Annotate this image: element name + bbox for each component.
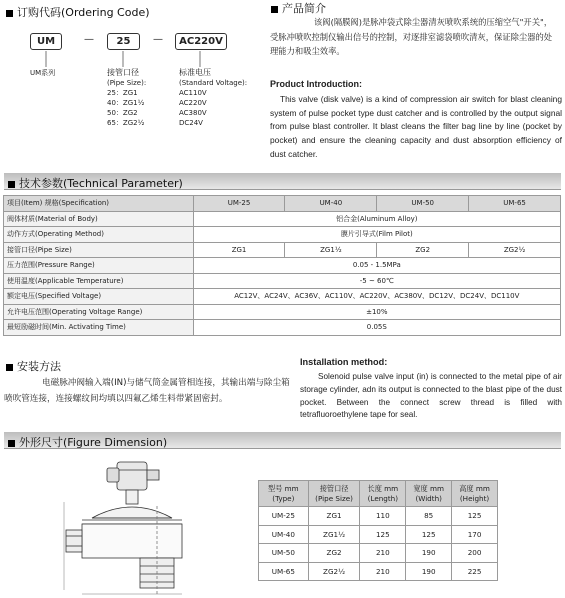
install-title: 安装方法 <box>6 358 61 374</box>
table-row: UM-25 ZG1 110 85 125 <box>259 507 498 526</box>
section-marker-icon <box>271 6 278 13</box>
code-dash: — <box>84 34 94 45</box>
table-row: 使用温度(Applicable Temperature) -5 ~ 60℃ <box>4 273 561 289</box>
valve-drawing <box>62 456 212 596</box>
ordering-title: 订购代码(Ordering Code) <box>6 4 150 20</box>
intro-cn-text: 该阀(隔膜阀)是脉冲袋式除尘器清灰喷吹系统的压缩空气"开关"，受脉冲喷吹控制仪输出信号的控制，对逐排室滤袋喷吹清灰，保证除尘器的处理能力和吸尘效率。 <box>270 17 553 56</box>
table-header-row: 项目(Item) 规格(Specification) UM-25 UM-40 UM-50 UM-65 <box>4 196 561 212</box>
tech-parameter-table <box>3 195 561 336</box>
intro-title: 产品简介 <box>271 0 326 16</box>
code-box-voltage: AC220V <box>175 33 227 50</box>
table-row: 阀体材质(Material of Body) 铝合金(Aluminum Alloy) <box>4 211 561 227</box>
code-box-series: UM <box>30 33 62 50</box>
table-row: 接管口径(Pipe Size) ZG1 ZG1½ ZG2 ZG2½ <box>4 242 561 258</box>
table-row: UM-40 ZG1½ 125 125 170 <box>259 525 498 544</box>
table-row: 最短励磁时间(Min. Activating Time) 0.05S <box>4 320 561 336</box>
table-row: 允许电压范围(Operating Voltage Range) ±10% <box>4 304 561 320</box>
section-marker-icon <box>8 181 15 188</box>
series-label: UM系列 <box>30 69 56 77</box>
tech-title-bar: 技术参数(Technical Parameter) <box>4 173 561 190</box>
code-box-pipe: 25 <box>107 33 140 50</box>
install-cn-text: 电磁脉冲阀输入端(IN)与储气筒金属管相连接，其输出端与除尘箱喷吹管连接，连接螺纹间均填以四氟乙烯生料带紧固密封。 <box>4 378 290 404</box>
voltage-list: 标准电压 (Standard Voltage): AC110V AC220V AC380V DC24V <box>179 68 248 127</box>
section-marker-icon <box>8 440 15 447</box>
figure-title-bar: 外形尺寸(Figure Dimension) <box>4 432 561 449</box>
section-marker-icon <box>6 364 13 371</box>
table-row: UM-65 ZG2½ 210 190 225 <box>259 562 498 581</box>
pipe-size-list: 接管口径 (Pipe Size): 25：ZG1 40：ZG1½ 50：ZG2 65：ZG2½ <box>107 68 147 127</box>
install-en-title: Installation method: <box>300 357 388 367</box>
table-row: 压力范围(Pressure Range) 0.05 - 1.5MPa <box>4 258 561 274</box>
table-row: UM-50 ZG2 210 190 200 <box>259 544 498 563</box>
code-dash: — <box>153 34 163 45</box>
dimension-table <box>258 480 498 581</box>
table-header-row: 型号 mm (Type) 接管口径 (Pipe Size) 长度 mm (Length) 宽度 mm (Width) 高度 mm (Height) <box>259 481 498 507</box>
intro-en-text: This valve (disk valve) is a kind of compression air switch for blast cleaning system of pulse pocket type dust catcher and is controlled by the output signal from pulse blast controller. It blast cleans the filter bag line by line (pocket by pocket) and ensure the cleaning capacity and dust absorption efficiency of dust catcher. <box>270 94 562 159</box>
table-row: 动作方式(Operating Method) 膜片引导式(Film Pilot) <box>4 227 561 243</box>
table-row: 额定电压(Specified Voltage) AC12V、AC24V、AC36V、AC110V、AC220V、AC380V、DC12V、DC24V、DC110V <box>4 289 561 305</box>
intro-en-title: Product Introduction: <box>270 79 362 89</box>
install-en-text: Solenoid pulse valve input (in) is connected to the metal pipe of air storage cylinder, adn its output is connected to the blast pipe of the dust pocket. Between the connect screw thread is filled with tetrafluoroethylene tape for seal. <box>300 372 562 420</box>
